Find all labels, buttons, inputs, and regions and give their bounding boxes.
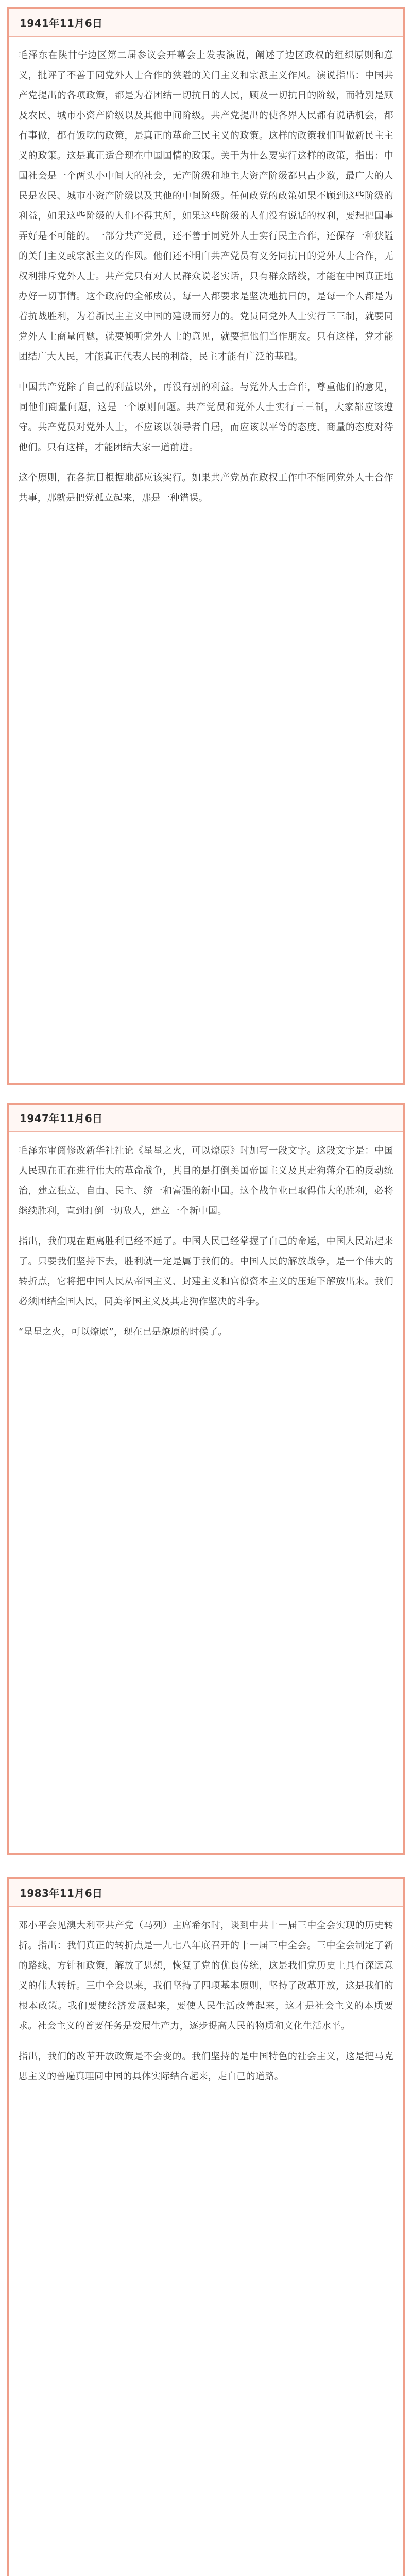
section-date: 1941年11月6日 xyxy=(9,9,403,37)
section-body xyxy=(9,1907,403,2095)
paragraph: “星星之火，可以燎原”，现在已是燎原的时候了。 xyxy=(19,1327,228,1337)
event-section xyxy=(7,1103,405,1855)
paragraph: 邓小平会见澳大利亚共产党（马列）主席希尔时，谈到中共十一届三中全会实现的历史转折。指出：我们真正的转折点是一九七八年底召开的十一届三中全会。三中全会制定了新的路线、方针和政策，解放了思想，恢复了党的优良传统，这是我们党历史上具有深远意义的伟大转折。三中全会以来，我们坚持了四项基本原则，坚持了改革开放，这是我们的根本政策。我们要使经济发展起来，要使人民生活改善起来，这才是社会主义的本质要求。社会主义的首要任务是发展生产力，逐步提高人民的物质和文化生活水平。 xyxy=(19,1920,393,2031)
section-body xyxy=(9,1132,403,1350)
paragraph: 毛泽东在陕甘宁边区第二届参议会开幕会上发表演说，阐述了边区政权的组织原则和意义，批评了不善于同党外人士合作的狭隘的关门主义和宗派主义作风。演说指出：中国共产党提出的各项政策，都是为着团结一切抗日的人民，顾及一切抗日的阶级，而特别是顾及农民、城市小资产阶级以及其他中间阶级。共产党提出的使各界人民都有说话机会，都有事做，都有饭吃的政策，是真正的革命三民主义的政策。这样的政策我们叫做新民主主义的政策。这是真正适合现在中国国情的政策。关于为什么要实行这样的政策，指出：中国社会是一个两头小中间大的社会，无产阶级和地主大资产阶级都只占少数，最广大的人民是农民、城市小资产阶级以及其他的中间阶级。任何政党的政策如果不顾到这些阶级的利益，如果这些阶级的人们不得其所，如果这些阶级的人们没有说话的权利，要想把国事弄好是不可能的。一部分共产党员，还不善于同党外人士实行民主合作，还保存一种狭隘的关门主义或宗派主义的作风。他们还不明白共产党员有义务同抗日的党外人士合作，无权利排斥党外人士。共产党只有对人民群众说老实话，只有群众路线，才能在中国真正地办好一切事情。这个政府的全部成员，每一人都要求是坚决地抗日的，是每一个人都是为着抗战胜利，为着新民主主义中国的建设而努力的。党员同党外人士实行三三制，就要同党外人士商量问题，就要倾听党外人士的意见，就要把他们当作朋友。只有这样，党才能团结广大人民，才能真正代表人民的利益，民主才能有广泛的基础。 xyxy=(19,50,393,362)
event-section xyxy=(7,7,405,1085)
section-date: 1983年11月6日 xyxy=(9,1879,403,1907)
event-section xyxy=(7,1877,405,2576)
section-date: 1947年11月6日 xyxy=(9,1105,403,1132)
paragraph: 毛泽东审阅修改新华社社论《星星之火，可以燎原》时加写一段文字。这段文字是：中国人民现在正在进行伟大的革命战争，其目的是打倒美国帝国主义及其走狗蒋介石的反动统治，建立独立、自由、民主、统一和富强的新中国。这个战争业已取得伟大的胜利，必将继续胜利，直到打倒一切敌人，建立一个新中国。 xyxy=(19,1145,393,1216)
section-body xyxy=(9,37,403,516)
paragraph: 指出，我们现在距离胜利已经不远了。中国人民已经掌握了自己的命运，中国人民站起来了。只要我们坚持下去，胜利就一定是属于我们的。中国人民的解放战争，是一个伟大的转折点，它将把中国人民从帝国主义、封建主义和官僚资本主义的压迫下解放出来。我们必须团结全国人民，同美帝国主义及其走狗作坚决的斗争。 xyxy=(19,1236,393,1307)
paragraph: 中国共产党除了自己的利益以外，再没有别的利益。与党外人士合作，尊重他们的意见，同他们商量问题，这是一个原则问题。共产党员和党外人士实行三三制，大家都应该遵守。共产党员对党外人士，不应该以领导者自居，而应该以平等的态度、商量的态度对待他们。只有这样，才能团结大家一道前进。 xyxy=(19,382,393,453)
paragraph: 这个原则，在各抗日根据地都应该实行。如果共产党员在政权工作中不能同党外人士合作共事，那就是把党孤立起来，那是一种错误。 xyxy=(19,472,393,503)
paragraph: 指出，我们的改革开放政策是不会变的。我们坚持的是中国特色的社会主义，这是把马克思主义的普遍真理同中国的具体实际结合起来，走自己的道路。 xyxy=(19,2051,393,2082)
